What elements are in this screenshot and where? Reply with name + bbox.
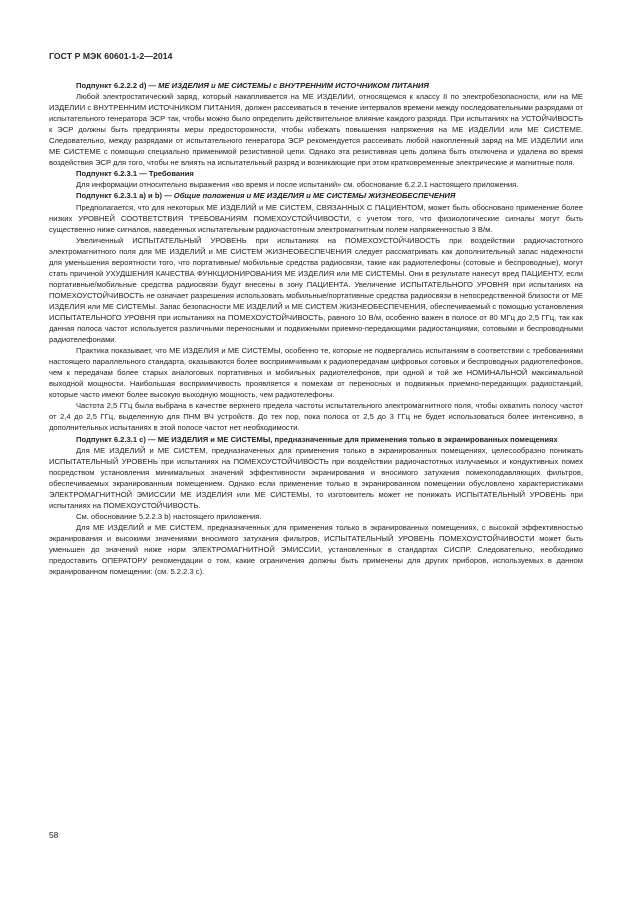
paragraph: Практика показывает, что МЕ ИЗДЕЛИЯ и МЕ СИСТЕМЫ, особенно те, которые не подвергались испытаниям в соответствии с требованиями настоящего параллельного стандарта, оказываются более восприимчивыми к радиопередачам цифровых сотовых и беспроводных радиотелефонов, чем к передачам более старых аналоговых портативных и мобильных радиотелефонов, при одной и той же НОМИНАЛЬНОЙ максимальной выходной мощности. Наибольшая восприимчивость проявляется к помехам от переносных и подвижных приемно-передающих радиостанций, которые часто имеют более высокую выходную мощность, чем радиотелефоны. [49,346,583,400]
heading-title: МЕ ИЗДЕЛИЯ и МЕ СИСТЕМЫ с ВНУТРЕННИМ ИСТОЧНИКОМ ПИТАНИЯ [158,81,429,90]
page-number: 58 [49,830,59,840]
heading-lead: Подпункт 6.2.3.1 a) и b) — [76,191,174,201]
paragraph: Для МЕ ИЗДЕЛИЙ и МЕ СИСТЕМ, предназначенных для применения только в экранированных помещениях, целесообразно понижать ИСПЫТАТЕЛЬНЫЙ УРОВЕНЬ при испытаниях на ПОМЕХОУСТОЙЧИВОСТЬ при воздействии радиочастотных излучаемых и кондуктивных помех посредством установления минимальных значений эффективности экранирования и вносимого затухания помехоподавляющих фильтров, обеспечиваемых экранированным помещением. Однако если применение только в экранированном помещении обусловлено характеристиками ЭЛЕКТРОМАГНИТНОЙ ЭМИССИИ МЕ ИЗДЕЛИЯ или МЕ СИСТЕМЫ, то изготовитель может не понижать ИСПЫТАТЕЛЬНЫЙ УРОВЕНЬ при испытаниях на ПОМЕХОУСТОЙЧИВОСТЬ. [49,445,583,510]
section-heading-6-2-2-2-d [49,80,583,91]
paragraph: См. обоснование 5.2.2.3 b) настоящего приложения. [76,511,262,521]
paragraph: Любой электростатический заряд, который накапливается на МЕ ИЗДЕЛИИ, относящемся к классу II по электробезопасности, или на МЕ ИЗДЕЛИИ с ВНУТРЕННИМ ИСТОЧНИКОМ ПИТАНИЯ, должен рассеиваться в течение интервалов времени между последовательными разрядами от испытательного генератора ЭСР так, чтобы можно было определить действительное влияние каждого разряда. При испытаниях на УСТОЙЧИВОСТЬ к ЭСР должны быть предприняты меры предосторожности, чтобы избежать повышения напряжения на МЕ ИЗДЕЛИИ или МЕ СИСТЕМЕ. Следовательно, между разрядами от испытательного генератора ЭСР рекомендуется рассеивать любой накопленный заряд на МЕ ИЗДЕЛИИ или МЕ СИСТЕМЕ с помощью специально применимой резистивной цепи. Однако эта резистивная цепь должна быть отключена и удалена во время воздействия ЭСР для того, чтобы не влиять на испытательный разряд и возникающие при этом кратковременные электрические и магнитные поля. [49,92,583,168]
paragraph: Для информации относительно выражения «во время и после испытаний» см. обоснование 6.2.2.1 настоящего приложения. [76,180,519,190]
document-body [49,80,583,577]
heading-lead: Подпункт 6.2.2.2 d) — [76,81,159,90]
section-heading-6-2-3-1-ab [49,190,583,201]
heading-title: Общие положения и МЕ ИЗДЕЛИЯ и МЕ СИСТЕМЫ ЖИЗНЕОБЕСПЕЧЕНИЯ [173,191,456,201]
paragraph: Предполагается, что для некоторых МЕ ИЗДЕЛИЙ и МЕ СИСТЕМ, СВЯЗАННЫХ С ПАЦИЕНТОМ, может быть обосновано применение более низких УРОВНЕЙ СООТВЕТСТВИЯ ТРЕБОВАНИЯМ ПОМЕХОУСТОЙЧИВОСТИ, с учетом того, что физиологические сигналы могут быть существенно ниже сигналов, наведенных испытательным радиочастотным электромагнитным полем напряженностью 3 В/м. [49,202,583,234]
section-heading-6-2-3-1: Подпункт 6.2.3.1 — Требования [76,169,194,179]
paragraph: Для МЕ ИЗДЕЛИЙ и МЕ СИСТЕМ, предназначенных для применения только в экранированных помещениях, с высокой эффективностью экранирования и высокими значениями вносимого затухания фильтров, ИСПЫТАТЕЛЬНЫЙ УРОВЕНЬ ПОМЕХОУСТОЙЧИВОСТИ может быть уменьшен до значений ниже норм ЭЛЕКТРОМАГНИТНОЙ ЭМИССИИ, установленных в стандартах СИСПР. Следовательно, необходимо предоставить ОПЕРАТОРУ рекомендации о том, какие ограничения должны быть применены для других приборов, используемых в данном экранированном помещении: (см. 5.2.2.3 с). [49,522,583,577]
section-heading-6-2-3-1-c: Подпункт 6.2.3.1 с) — МЕ ИЗДЕЛИЯ и МЕ СИСТЕМЫ, предназначенные для применения только в экранированных помещениях [76,434,558,444]
paragraph: Увеличенный ИСПЫТАТЕЛЬНЫЙ УРОВЕНЬ при испытаниях на ПОМЕХОУСТОЙЧИВОСТЬ при воздействии радиочастотного электромагнитного поля для МЕ ИЗДЕЛИЙ и МЕ СИСТЕМ ЖИЗНЕОБЕСПЕЧЕНИЯ следует рассматривать как дополнительный запас надежности для уменьшения вероятности того, что портативные/ мобильные средства радиосвязи, такие как радиотелефоны (сотовые и беспроводные), могут стать причиной УХУДШЕНИЯ КАЧЕСТВА ФУНКЦИОНИРОВАНИЯ МЕ ИЗДЕЛИЯ или МЕ СИСТЕМЫ. Они в результате нанесут вред ПАЦИЕНТУ, если портативные/мобильные средства радиосвязи будут внесены в зону ПАЦИЕНТА. Увеличение ИСПЫТАТЕЛЬНОГО УРОВНЯ при испытаниях на ПОМЕХОУСТОЙЧИВОСТЬ не означает разрешения использовать мобильные/портативные средства радиосвязи в непосредственной близости от МЕ ИЗДЕЛИЯ или МЕ СИСТЕМЫ. Запас безопасности МЕ ИЗДЕЛИЙ и МЕ СИСТЕМ ЖИЗНЕОБЕСПЕЧЕНИЯ, обеспечиваемый с помощью установления ИСПЫТАТЕЛЬНОГО УРОВНЯ при испытаниях на ПОМЕХОУСТОЙЧИВОСТЬ, равного 10 В/м, особенно важен в полосе от 80 МГц до 2,5 ГГц, так как данная полоса частот используется различными переносными и подвижными приемно-передающими радиостанциями, сотовыми и беспроводными радиотелефонами. [49,235,583,345]
document-header: ГОСТ Р МЭК 60601-1-2—2014 [49,51,173,61]
paragraph: Частота 2,5 ГГц была выбрана в качестве верхнего предела частоты испытательного электромагнитного поля, чтобы охватить полосу частот от 2,4 до 2,5 ГГц, выделенную для ПНМ ВЧ устройств. До тех пор, пока полоса от 2,5 до 3 ГГц не будет использоваться более интенсивно, в дополнительных испытаниях в этой полосе частот нет необходимости. [49,401,583,433]
